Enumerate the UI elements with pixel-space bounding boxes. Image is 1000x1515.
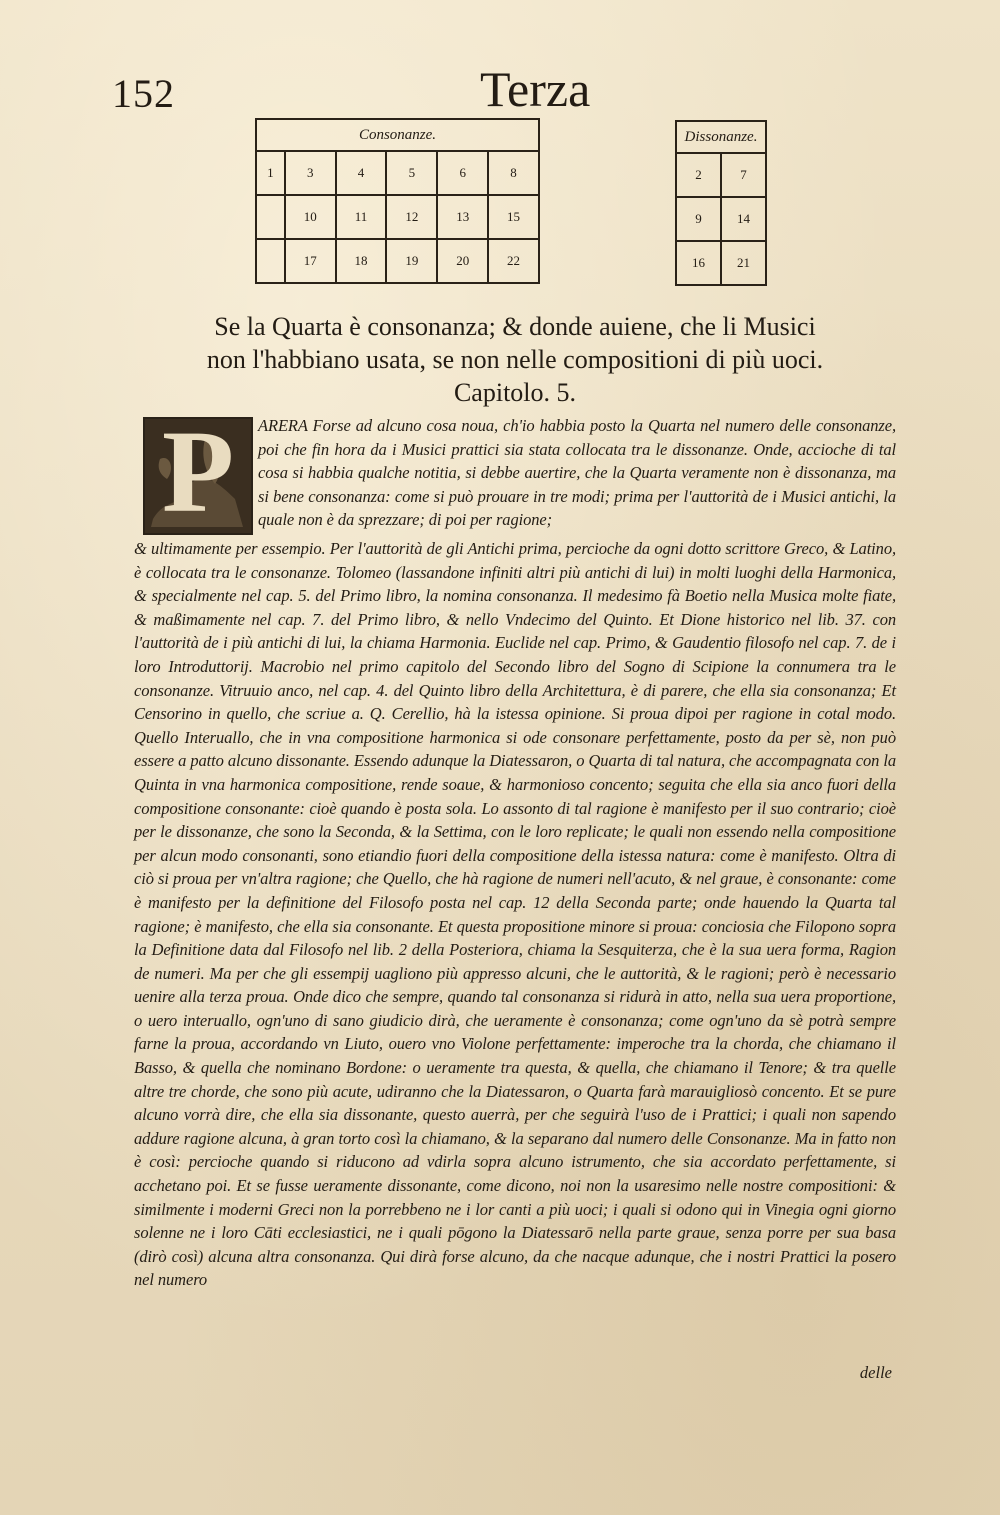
table-cell: 17 [285, 239, 336, 283]
table-cell: 5 [386, 151, 437, 195]
table-cell: 4 [336, 151, 387, 195]
table-row [676, 153, 766, 197]
table-cell: 10 [285, 195, 336, 239]
catchword: delle [859, 1363, 892, 1382]
dissonanze-table [675, 120, 767, 286]
table-cell [256, 239, 285, 283]
table-cell: 22 [488, 239, 539, 283]
table-cell: 8 [488, 151, 539, 195]
table-cell: 15 [488, 195, 539, 239]
table-cell: 12 [386, 195, 437, 239]
table-cell: 18 [336, 239, 387, 283]
consonanze-table [255, 118, 540, 284]
table-cell [256, 195, 285, 239]
table-cell: 3 [285, 151, 336, 195]
table-row [256, 239, 539, 283]
table-cell: 14 [721, 197, 766, 241]
table-cell: 20 [437, 239, 488, 283]
consonanze-caption: Consonanze. [256, 119, 539, 151]
table-cell: 7 [721, 153, 766, 197]
drop-cap-letter: P [161, 417, 235, 535]
table-row [676, 197, 766, 241]
page-number: 152 [112, 71, 175, 116]
table-cell: 6 [437, 151, 488, 195]
table-cell: 1 [256, 151, 285, 195]
table-row [256, 195, 539, 239]
running-title: Terza [480, 61, 591, 117]
table-cell: 16 [676, 241, 721, 285]
body-paragraph-opening: ARERA Forse ad alcuno cosa noua, ch'io habbia posto la Quarta nel numero delle consonanze, poi che fin hora da i Musici prattici sia stata collocata tra le dissonanze. Onde, accioche di tal cosa si habbia qualche notitia, si debbe auertire, che la Quarta veramente non è dissonanza, ma si bene consonanza: come si può prouare in tre modi; prima per l'auttorità de i Musici antichi, la quale non è da sprezzare; di poi per ragione; [258, 416, 896, 529]
table-cell: 21 [721, 241, 766, 285]
table-row [676, 241, 766, 285]
table-cell: 19 [386, 239, 437, 283]
table-cell: 13 [437, 195, 488, 239]
table-cell: 2 [676, 153, 721, 197]
dissonanze-caption: Dissonanze. [676, 121, 766, 153]
body-paragraph-continuation: & ultimamente per essempio. Per l'auttorità de gli Antichi prima, percioche da ogni dotto scrittore Greco, & Latino, è collocata tra le consonanze. Tolomeo (lassandone infiniti altri più antichi di lui) in molti luoghi della Harmonica, & specialmente nel cap. 5. del Primo libro, la nomina consonanza. Il medesimo fà Boetio nella Musica molte fiate, & maßimamente nel cap. 7. del Primo libro, & nello Vndecimo del Quinto. Et Dione historico nel lib. 37. con l'auttorità de i più antichi di lui, la chiama Harmonia. Euclide nel cap. Primo, & Gaudentio filosofo nel cap. 7. de i loro Introduttorij. Macrobio nel primo capitolo del Secondo libro del Sogno di Scipione la connumera tra le consonanze. Vitruuio anco, nel cap. 4. del Quinto libro della Architettura, è di parere, che ella sia consonanza; Et Censorino in quello, che scriue a. Q. Cerellio, hà la istessa opinione. Si proua dipoi per ragione in cotal modo. Quello Interuallo, che in vna compositione harmonica si ode consonare perfettamente, posto da per sè, non può essere a patto alcuno dissonante. Essendo adunque la Diatessaron, o Quarta di tal natura, che accompagnata con la Quinta in vna harmonica compositione, rende soaue, & harmonioso concento; seguita che ella sia anco fuori della compositione consonante: cioè quando è posta sola. Lo assonto di tal ragione è manifesto per il suo contrario; cioè per le dissonanze, che sono la Seconda, & la Settima, con le loro replicate; le quali non essendo nella compositione per alcun modo consonanti, sono etiandio fuori della compositione della istessa natura: come è manifesto. Oltra di ciò si proua per vn'altra ragione; che Quello, che hà ragione de numeri nell'acuto, & nel graue, è consonante: come è manifesto per la definitione del Filosofo posta nel cap. 12 della Seconda parte; onde hauendo la Quarta tal ragione; è manifesto, che ella sia consonante. Et questa propositione minore si proua: conciosia che Filopono sopra la Definitione data dal Filosofo nel lib. 2 della Posteriora, chiama la Sesquiterza, che è la sua uera forma, Ragion de numeri. Ma per che gli essempij uagliono più appresso alcuni, che le auttorità, & le ragioni; però è necessario uenire alla terza proua. Onde dico che sempre, quando tal consonanza si ridurà in atto, nella sua uera proportione, o uero interuallo, ogn'uno di sano giudicio dirà, che ueramente è consonanza; come ogn'uno da sè potrà sempre farne la proua, accordando vn Liuto, ouero vno Violone perfettamente: imperoche tra la chorda, che chiamano il Basso, & quella che nominano Bordone: o ueramente tra questa, & quella, che chiamano il Tenore; & tra quelle altre tre chorde, che sono più acute, udiranno che la Diatessaron, o Quarta farà marauigliosò concento. Et se pure alcuno vorrà dire, che ella sia dissonante, questo auerrà, per che seguirà l'uso de i Prattici; i quali non sapendo addure ragione alcuna, à gran torto così la chiamano, & la separano dal numero delle Consonanze. Ma in fatto non è così: percioche quando si riducono ad vdirla sopra alcuno istrumento, che sia accordato perfettamente, si acchetano poi. Et se fusse ueramente dissonante, come dicono, noi non la usaresimo nelle nostre compositioni: & similmente i moderni Greci non la porrebbeno ne i lor canti a più uoci; i quali si odono qui in Vinegia ogni giorno solenne ne i loro Cāti ecclesiastici, ne i quali pōgono la Diatessarō nella parte graue, senza porre per sua basa (dirò così) alcuna altra consonanza. Qui dirà forse alcuno, da che nacque adunque, che i nostri Prattici la posero nel numero [134, 539, 896, 1290]
table-cell: 11 [336, 195, 387, 239]
table-row [256, 151, 539, 195]
chapter-heading: Se la Quarta è consonanza; & donde auiene, che li Musici non l'habbiano usata, se non nelle compositioni di più uoci. Capitolo. 5. [206, 312, 824, 407]
table-cell: 9 [676, 197, 721, 241]
decorated-initial [143, 417, 253, 535]
